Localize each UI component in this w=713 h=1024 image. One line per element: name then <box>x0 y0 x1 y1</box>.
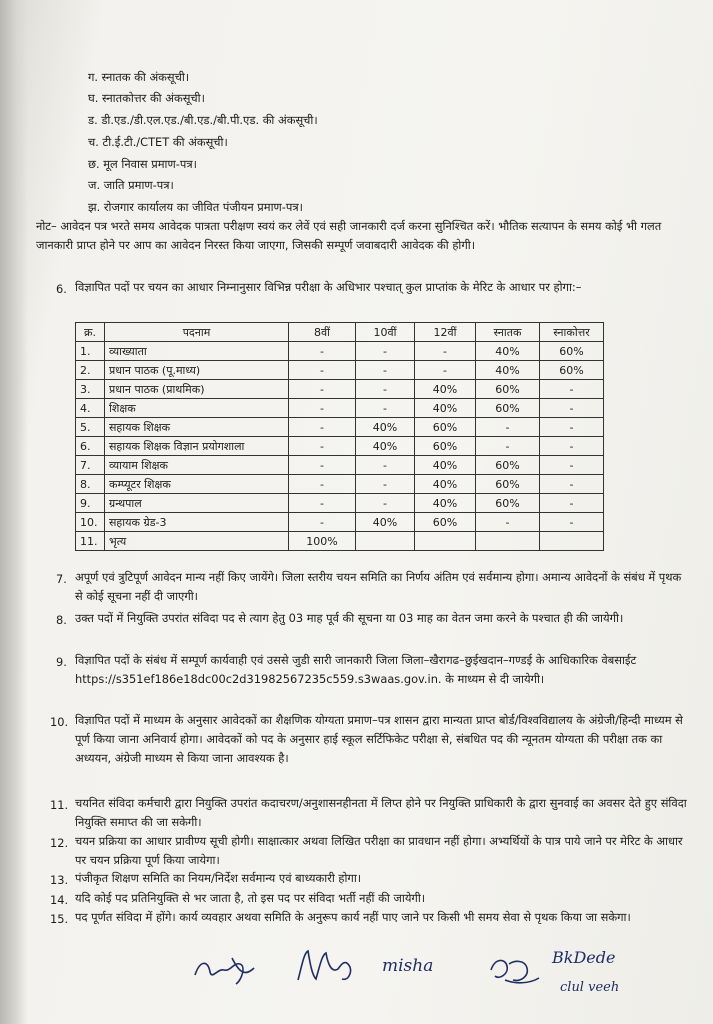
table-row <box>76 475 604 494</box>
note-paragraph: नोट– आवेदन पत्र भरते समय आवेदक पात्रता परीक्षण स्वयं कर लेवें एवं सही जानकारी दर्ज करना सुनिश्चित करें। भौतिक सत्यापन के समय कोई भी गलत जानकारी प्राप्त होने पर आप का आवेदन निरस्त किया जाएगा, जिसकी सम्पूर्ण जवाबदारी आवेदक की होगी। <box>36 219 662 252</box>
doc-list-item: च. टी.ई.टी./CTET की अंकसूची। <box>88 135 228 149</box>
point-9-text: विज्ञापित पदों के संबंध में सम्पूर्ण कार्यवाही एवं उससे जुडी सारी जानकारी जिला जिला–खैरागढ–छुईखदान–गण्डई के आधिकारिक वेबसाईट https://s351ef186e18dc00c2d31982567235c559.s3waas.gov.in. के माध्यम से दी जायेगी। <box>75 653 637 686</box>
point-number: 8. <box>56 613 67 627</box>
table-row <box>76 494 604 513</box>
post-name-cell: प्रधान पाठक (प्राथमिक) <box>105 380 289 399</box>
post-name-cell: प्रधान पाठक (पू.माध्य) <box>105 361 289 380</box>
post-name-cell: शिक्षक <box>105 399 289 418</box>
row-serial-cell: 3. <box>76 380 105 399</box>
weightage-cell: - <box>289 342 356 361</box>
weightage-cell: - <box>356 475 415 494</box>
table-row <box>76 380 604 399</box>
point-14-text: यदि कोई पद प्रतिनियुक्ति से भर जाता है, तो इस पद पर संविदा भर्ती नहीं की जायेगी। <box>75 891 426 905</box>
point-12-text: चयन प्रक्रिया का आधार प्रावीण्य सूची होगी। साक्षात्कार अथवा लिखित परीक्षा का प्रावधान नहीं होगा। अभ्यर्थियों के पात्र पाये जाने पर मेरिट के आधार पर चयन प्रक्रिया पूर्ण किया जायेगा। <box>75 834 683 867</box>
point-15-text: पद पूर्णत संविदा में होंगे। कार्य व्यवहार अथवा समिति के अनुरूप कार्य नहीं पाए जाने पर किसी भी समय सेवा से पृथक किया जा सकेगा। <box>75 910 631 924</box>
doc-list-item: ग. स्नातक की अंकसूची। <box>88 70 190 84</box>
weightage-cell: 40% <box>415 456 476 475</box>
post-name-cell: सहायक शिक्षक <box>105 418 289 437</box>
weightage-cell: 60% <box>476 475 540 494</box>
table-header-row <box>76 323 604 342</box>
point-number: 9. <box>56 655 67 669</box>
table-row <box>76 437 604 456</box>
row-serial-cell: 9. <box>76 494 105 513</box>
row-serial-cell: 1. <box>76 342 105 361</box>
doc-list-item: ड. डी.एड./डी.एल.एड./बी.एड./बी.पी.एड. की अंकसूची। <box>88 113 318 127</box>
col-header: स्नातक <box>476 323 540 342</box>
weightage-cell: - <box>540 513 604 532</box>
point-number: 11. <box>50 798 69 812</box>
post-name-cell: व्याख्याता <box>105 342 289 361</box>
row-serial-cell: 6. <box>76 437 105 456</box>
table-row <box>76 532 604 551</box>
row-serial-cell: 2. <box>76 361 105 380</box>
weightage-cell: - <box>540 437 604 456</box>
col-header: स्नाकोत्तर <box>540 323 604 342</box>
weightage-cell: - <box>415 361 476 380</box>
col-header: पदनाम <box>105 323 289 342</box>
weightage-cell: - <box>540 456 604 475</box>
table-row <box>76 418 604 437</box>
weightage-cell: - <box>356 456 415 475</box>
post-name-cell: सहायक शिक्षक विज्ञान प्रयोगशाला <box>105 437 289 456</box>
weightage-cell: - <box>415 342 476 361</box>
merit-table-body <box>76 342 604 551</box>
weightage-cell: - <box>476 418 540 437</box>
weightage-cell: 60% <box>476 380 540 399</box>
weightage-cell: 60% <box>540 361 604 380</box>
weightage-cell: - <box>356 494 415 513</box>
row-serial-cell: 8. <box>76 475 105 494</box>
weightage-cell <box>356 532 415 551</box>
post-name-cell: कम्प्यूटर शिक्षक <box>105 475 289 494</box>
point-11-text: चयनित संविदा कर्मचारी द्वारा नियुक्ति उपरांत कदाचरण/अनुशासनहीनता में लिप्त होने पर नियुक्ति प्राधिकारी के द्वारा सुनवाई का अवसर देते हुए संविदा नियुक्ति समाप्त की जा सकेगी। <box>75 796 687 829</box>
weightage-cell: 40% <box>476 361 540 380</box>
row-serial-cell: 7. <box>76 456 105 475</box>
weightage-cell: - <box>540 494 604 513</box>
weightage-cell: - <box>289 513 356 532</box>
weightage-cell: 100% <box>289 532 356 551</box>
weightage-cell: 60% <box>415 513 476 532</box>
weightage-cell: - <box>289 494 356 513</box>
weightage-cell: - <box>540 399 604 418</box>
page-fold-shadow <box>0 0 28 1024</box>
weightage-cell: 60% <box>476 399 540 418</box>
table-row <box>76 456 604 475</box>
point-number: 10. <box>50 715 69 729</box>
weightage-cell: 40% <box>415 399 476 418</box>
row-serial-cell: 11. <box>76 532 105 551</box>
point-13-text: पंजीकृत शिक्षण समिति का नियम/निर्देश सर्वमान्य एवं बाध्यकारी होगा। <box>75 871 362 885</box>
weightage-cell: - <box>356 361 415 380</box>
point-number: 7. <box>56 572 67 586</box>
col-header: क्र. <box>76 323 105 342</box>
weightage-cell: - <box>289 418 356 437</box>
weightage-cell: 60% <box>476 494 540 513</box>
weightage-cell: - <box>476 437 540 456</box>
point-10-text: विज्ञापित पदों में माध्यम के अनुसार आवेदकों का शैक्षणिक योग्यता प्रमाण–पत्र शासन द्वारा मान्यता प्राप्त बोर्ड/विश्वविद्यालय के अंग्रेजी/हिन्दी माध्यम से पूर्ण किया जाना अनिवार्य होगा। आवेदकों को पद के अनुसार हाई स्कूल सर्टिफिकेट परीक्षा से, संबधित पद की न्यूनतम योग्यता की परीक्षा तक का अध्ययन, अंग्रेजी माध्यम से किया जाना आवश्यक है। <box>75 713 683 765</box>
row-serial-cell: 5. <box>76 418 105 437</box>
signature-6: clul veeh <box>560 980 620 995</box>
table-row <box>76 342 604 361</box>
post-name-cell: भृत्य <box>105 532 289 551</box>
point-number: 6. <box>56 282 67 296</box>
signature-1 <box>190 950 260 990</box>
post-name-cell: सहायक ग्रेड-3 <box>105 513 289 532</box>
weightage-cell: - <box>289 361 356 380</box>
row-serial-cell: 10. <box>76 513 105 532</box>
signature-4 <box>485 950 545 990</box>
weightage-cell: - <box>356 342 415 361</box>
weightage-cell <box>476 532 540 551</box>
doc-list-item: झ. रोजगार कार्यालय का जीवित पंजीयन प्रमाण-पत्र। <box>88 200 303 214</box>
weightage-cell: - <box>289 380 356 399</box>
weightage-cell: 40% <box>415 475 476 494</box>
merit-table <box>75 322 604 551</box>
weightage-cell: - <box>356 399 415 418</box>
weightage-cell: - <box>289 475 356 494</box>
weightage-cell: - <box>540 380 604 399</box>
point-number: 14. <box>50 893 69 907</box>
col-header: 10वीं <box>356 323 415 342</box>
weightage-cell: 40% <box>356 513 415 532</box>
signature-3: misha <box>382 956 434 976</box>
weightage-cell: - <box>540 418 604 437</box>
weightage-cell: - <box>540 475 604 494</box>
doc-list-item: ज. जाति प्रमाण-पत्र। <box>88 178 174 192</box>
signature-5: BkDede <box>552 948 616 967</box>
table-row <box>76 513 604 532</box>
col-header: 12वीं <box>415 323 476 342</box>
doc-list-item: छ. मूल निवास प्रमाण-पत्र। <box>88 157 197 171</box>
weightage-cell: 60% <box>540 342 604 361</box>
post-name-cell: व्यायाम शिक्षक <box>105 456 289 475</box>
weightage-cell: 60% <box>415 437 476 456</box>
weightage-cell: 40% <box>476 342 540 361</box>
row-serial-cell: 4. <box>76 399 105 418</box>
weightage-cell: 40% <box>415 494 476 513</box>
signature-2 <box>290 945 360 990</box>
weightage-cell: 40% <box>415 380 476 399</box>
weightage-cell <box>540 532 604 551</box>
weightage-cell <box>415 532 476 551</box>
weightage-cell: 60% <box>415 418 476 437</box>
point-7-text: अपूर्ण एवं त्रुटिपूर्ण आवेदन मान्य नहीं किए जायेंगे। जिला स्तरीय चयन समिति का निर्णय अंतिम एवं सर्वमान्य होगा। अमान्य आवेदनों के संबंध में पृथक से कोई सूचना नहीं दी जाएगी। <box>75 570 682 603</box>
weightage-cell: - <box>356 380 415 399</box>
doc-list-item: घ. स्नातकोत्तर की अंकसूची। <box>88 91 205 105</box>
table-row <box>76 361 604 380</box>
point-number: 13. <box>50 873 69 887</box>
weightage-cell: - <box>289 399 356 418</box>
weightage-cell: - <box>476 513 540 532</box>
point-number: 15. <box>50 912 69 926</box>
weightage-cell: 60% <box>476 456 540 475</box>
table-row <box>76 399 604 418</box>
point-8-text: उक्त पदों में नियुक्ति उपरांत संविदा पद से त्याग हेतु 03 माह पूर्व की सूचना या 03 माह का वेतन जमा करने के पश्चात ही की जायेगी। <box>75 611 624 625</box>
weightage-cell: - <box>289 456 356 475</box>
point-6-text: विज्ञापित पदों पर चयन का आधार निम्नानुसार विभिन्न परीक्षा के अधिभार पश्चात् कुल प्राप्तांक के मेरिट के आधार पर होगा:– <box>75 280 582 294</box>
point-number: 12. <box>50 836 69 850</box>
weightage-cell: - <box>289 437 356 456</box>
weightage-cell: 40% <box>356 437 415 456</box>
post-name-cell: ग्रन्थपाल <box>105 494 289 513</box>
weightage-cell: 40% <box>356 418 415 437</box>
col-header: 8वीं <box>289 323 356 342</box>
